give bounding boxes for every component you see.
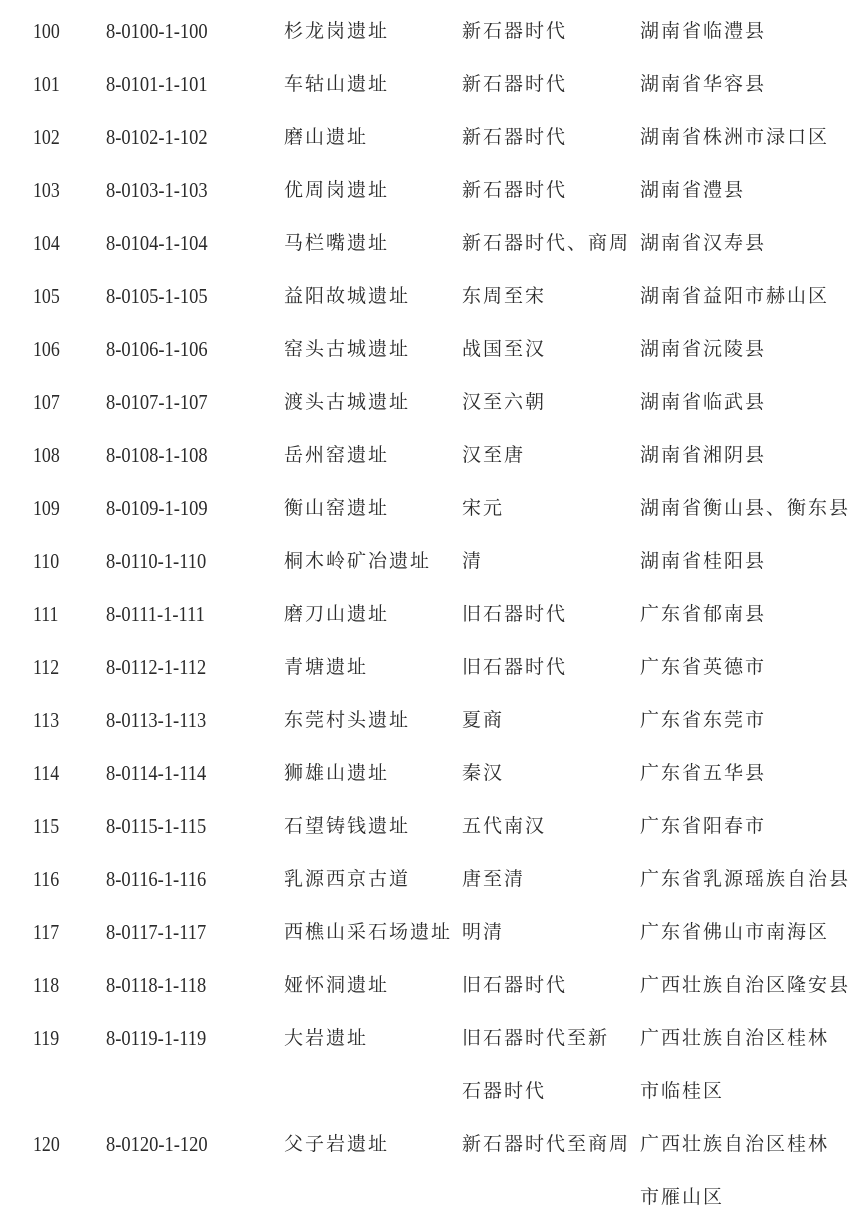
site-location: 广东省五华县 [640, 762, 767, 784]
site-location: 湖南省汉寿县 [640, 232, 767, 254]
table-row [0, 323, 864, 376]
site-period: 新石器时代 [462, 73, 568, 95]
site-location: 广西壮族自治区桂林市雁山区 [640, 1133, 830, 1208]
site-period: 新石器时代至商周 [462, 1133, 631, 1155]
site-name: 渡头古城遗址 [284, 391, 411, 413]
site-location: 湖南省株洲市渌口区 [640, 126, 830, 148]
row-number: 104 [33, 231, 60, 255]
site-name: 西樵山采石场遗址 [284, 921, 453, 943]
table-row [0, 217, 864, 270]
site-period: 旧石器时代 [462, 974, 568, 996]
row-number: 107 [33, 390, 60, 414]
site-name: 磨刀山遗址 [284, 603, 390, 625]
row-number: 109 [33, 496, 60, 520]
site-period: 秦汉 [462, 762, 505, 784]
row-number: 106 [33, 337, 60, 361]
row-code: 8-0107-1-107 [106, 390, 208, 414]
site-period: 新石器时代、商周 [462, 232, 631, 254]
site-name: 马栏嘴遗址 [284, 232, 390, 254]
site-location: 广东省英德市 [640, 656, 767, 678]
site-location: 湖南省澧县 [640, 179, 746, 201]
row-number: 100 [33, 19, 60, 43]
row-code: 8-0108-1-108 [106, 443, 208, 467]
row-code: 8-0100-1-100 [106, 19, 208, 43]
site-name: 杉龙岗遗址 [284, 20, 390, 42]
table-row [0, 959, 864, 1012]
row-number: 113 [33, 708, 60, 732]
row-number: 108 [33, 443, 60, 467]
site-name: 车轱山遗址 [284, 73, 390, 95]
site-name: 大岩遗址 [284, 1027, 369, 1049]
site-location: 广东省郁南县 [640, 603, 767, 625]
site-name: 石望铸钱遗址 [284, 815, 411, 837]
row-number: 119 [33, 1026, 60, 1050]
row-code: 8-0113-1-113 [106, 708, 207, 732]
row-number: 111 [33, 602, 59, 626]
row-number: 112 [33, 655, 60, 679]
table-row [0, 5, 864, 58]
row-code: 8-0101-1-101 [106, 72, 208, 96]
row-number: 105 [33, 284, 60, 308]
table-row [0, 270, 864, 323]
site-name: 父子岩遗址 [284, 1133, 390, 1155]
table-row [0, 800, 864, 853]
site-name: 桐木岭矿冶遗址 [284, 550, 432, 572]
site-location: 湖南省临澧县 [640, 20, 767, 42]
site-name: 娅怀洞遗址 [284, 974, 390, 996]
row-code: 8-0111-1-111 [106, 602, 205, 626]
site-location: 广东省东莞市 [640, 709, 767, 731]
row-code: 8-0118-1-118 [106, 973, 207, 997]
site-name: 狮雄山遗址 [284, 762, 390, 784]
site-location: 广西壮族自治区隆安县 [640, 974, 851, 996]
site-name: 乳源西京古道 [284, 868, 411, 890]
site-name: 窑头古城遗址 [284, 338, 411, 360]
row-number: 110 [33, 549, 60, 573]
table-row [0, 429, 864, 482]
table-row [0, 853, 864, 906]
site-period: 旧石器时代至新石器时代 [462, 1027, 610, 1102]
table-row [0, 164, 864, 217]
site-period: 唐至清 [462, 868, 526, 890]
table-row [0, 588, 864, 641]
site-location: 湖南省沅陵县 [640, 338, 767, 360]
row-number: 115 [33, 814, 60, 838]
site-period: 旧石器时代 [462, 603, 568, 625]
site-period: 旧石器时代 [462, 656, 568, 678]
site-location: 广东省阳春市 [640, 815, 767, 837]
site-period: 汉至唐 [462, 444, 526, 466]
table-row [0, 694, 864, 747]
site-location: 湖南省益阳市赫山区 [640, 285, 830, 307]
site-name: 岳州窑遗址 [284, 444, 390, 466]
site-location: 湖南省湘阴县 [640, 444, 767, 466]
row-code: 8-0110-1-110 [106, 549, 207, 573]
row-code: 8-0120-1-120 [106, 1132, 208, 1156]
row-code: 8-0114-1-114 [106, 761, 207, 785]
table-row [0, 376, 864, 429]
table-row [0, 906, 864, 959]
row-code: 8-0102-1-102 [106, 125, 208, 149]
row-code: 8-0116-1-116 [106, 867, 207, 891]
site-name: 青塘遗址 [284, 656, 369, 678]
table-row [0, 1012, 864, 1118]
site-name: 磨山遗址 [284, 126, 369, 148]
site-period: 新石器时代 [462, 126, 568, 148]
site-period: 五代南汉 [462, 815, 547, 837]
row-code: 8-0106-1-106 [106, 337, 208, 361]
site-location: 湖南省桂阳县 [640, 550, 767, 572]
site-name: 优周岗遗址 [284, 179, 390, 201]
site-period: 夏商 [462, 709, 505, 731]
site-location: 广西壮族自治区桂林市临桂区 [640, 1027, 830, 1102]
row-code: 8-0115-1-115 [106, 814, 207, 838]
row-number: 114 [33, 761, 60, 785]
site-period: 明清 [462, 921, 505, 943]
site-period: 新石器时代 [462, 179, 568, 201]
table-row [0, 482, 864, 535]
row-code: 8-0112-1-112 [106, 655, 207, 679]
row-code: 8-0105-1-105 [106, 284, 208, 308]
site-location: 湖南省衡山县、衡东县 [640, 497, 851, 519]
site-location: 湖南省华容县 [640, 73, 767, 95]
site-period: 战国至汉 [462, 338, 547, 360]
table-row [0, 111, 864, 164]
site-period: 宋元 [462, 497, 505, 519]
table-row [0, 1118, 864, 1224]
row-number: 101 [33, 72, 60, 96]
site-period: 汉至六朝 [462, 391, 547, 413]
site-name: 衡山窑遗址 [284, 497, 390, 519]
row-code: 8-0109-1-109 [106, 496, 208, 520]
site-period: 清 [462, 550, 484, 572]
table-row [0, 535, 864, 588]
site-location: 广东省佛山市南海区 [640, 921, 830, 943]
row-code: 8-0103-1-103 [106, 178, 208, 202]
table-row [0, 747, 864, 800]
site-period: 东周至宋 [462, 285, 547, 307]
row-number: 117 [33, 920, 60, 944]
table-row [0, 641, 864, 694]
row-code: 8-0104-1-104 [106, 231, 208, 255]
site-location: 广东省乳源瑶族自治县 [640, 868, 851, 890]
row-code: 8-0117-1-117 [106, 920, 207, 944]
row-number: 120 [33, 1132, 60, 1156]
table-row [0, 58, 864, 111]
row-number: 102 [33, 125, 60, 149]
site-period: 新石器时代 [462, 20, 568, 42]
site-name: 东莞村头遗址 [284, 709, 411, 731]
row-number: 116 [33, 867, 60, 891]
site-name: 益阳故城遗址 [284, 285, 411, 307]
row-number: 103 [33, 178, 60, 202]
site-location: 湖南省临武县 [640, 391, 767, 413]
row-code: 8-0119-1-119 [106, 1026, 207, 1050]
row-number: 118 [33, 973, 60, 997]
